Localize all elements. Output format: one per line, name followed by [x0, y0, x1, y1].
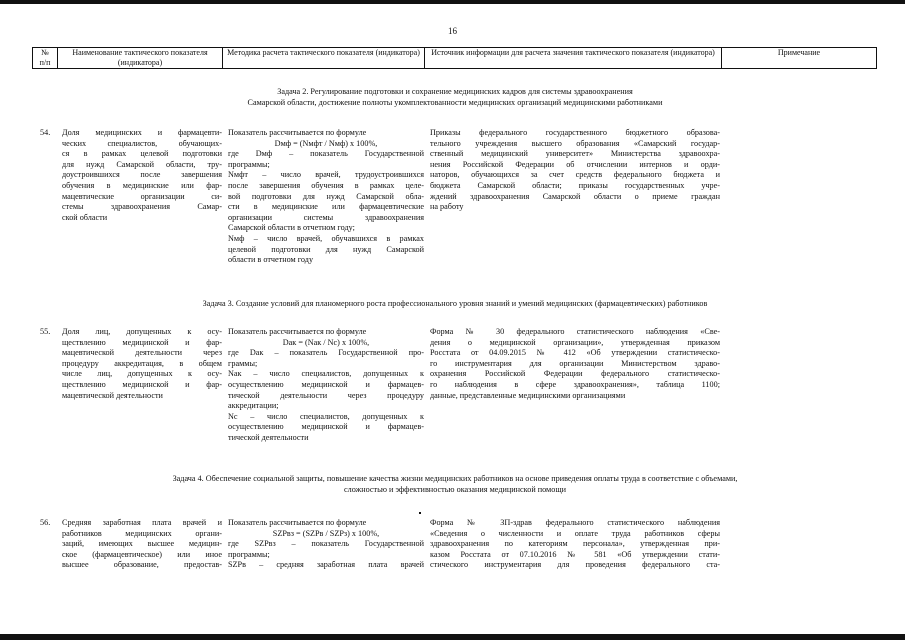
row-54-source: Приказы федерального государственного бюджетного образова- тельного учреждения высшего образования «Самарский государ- ственный медицинский университет» Министерства здравоохра- нения Российской Федерации об отчислении интернов и орди- наторов, обучающихся за счет средств федерального бюджета и бюджета Самарской области; приказы государственных учре- ждений здравоохранения Самарской области о приеме граждан на работу	[430, 128, 720, 212]
header-source: Источник информации для расчета значения тактического показателя (индикатора)	[425, 48, 722, 69]
row-54-method: Показатель рассчитывается по формуле Dмф = (Nмфт / Nмф) x 100%, где Dмф – показатель Государственной программы; Nмфт – число врачей, трудоустроившихся после завершения обучения в рамках целе- вой подготовки для нужд Самарской обла- сти в медицинские или фармацевтические организации системы здравоохранения Самарской области в отчетном году; Nмф – число врачей, обучавшихся в рамках целевой подготовки для нужд Самарской области в отчетном году	[228, 128, 424, 265]
task-2-heading: Задача 2. Регулирование подготовки и сохранение медицинских кадров для системы здравоохранения Самарской области, достижение полноты укомплектованности медицинских организаций медицинскими работниками	[247, 87, 663, 107]
header-note: Примечание	[722, 48, 877, 69]
row-55-number: 55.	[40, 327, 51, 336]
stray-mark	[419, 512, 421, 514]
header-num: № п/п	[33, 48, 58, 69]
formula: Dмф = (Nмфт / Nмф) x 100%,	[274, 138, 378, 148]
row-56-method: Показатель рассчитывается по формуле SZPвз = (SZPв / SZPз) x 100%, где SZPвз – показатель Государственной программы; SZPв – средняя заработная плата врачей	[228, 518, 424, 570]
row-56-number: 56.	[40, 518, 51, 527]
row-54-number: 54.	[40, 128, 51, 137]
page-number: 16	[448, 26, 457, 36]
row-55-source: Форма № 30 федерального статистического наблюдения «Све- дения о медицинской организации», утвержденная приказом Росстата от 04.09.2015 № 412 «Об утверждении статистическо- го инструментария для организации Министерством здраво- охранения Российской Федерации федерального статистическо- го наблюдения в сфере здравоохранения», таблица 1100; данные, представленные медицинскими организациями	[430, 327, 720, 400]
header-name: Наименование тактического показателя (индикатора)	[58, 48, 223, 69]
header-method: Методика расчета тактического показателя (индикатора)	[223, 48, 425, 69]
row-54-indicator: Доля медицинских и фармацевти- ческих специалистов, обучающих- ся в рамках целевой подготовки для нужд Самарской области, тру- доустроившихся после завершения обучения в медицинские или фар- мацевтические организации си- стемы здравоохранения Самар- ской области	[62, 128, 222, 222]
top-rule	[0, 0, 905, 4]
bottom-rule	[0, 634, 905, 640]
task-4-heading: Задача 4. Обеспечение социальной защиты, повышение качества жизни медицинских работников на основе приведения оплаты труда в соответствие с объемами, сложностью и эффективностью оказания медицинской помощи	[172, 474, 738, 494]
table-header	[32, 47, 877, 69]
row-56-indicator: Средняя заработная плата врачей и работников медицинских органи- заций, имеющих высшее медицин- ское (фармацевтическое) или иное высшее образование, предостав-	[62, 518, 222, 570]
row-55-method: Показатель рассчитывается по формуле Dак = (Nак / Nс) x 100%, где Dак – показатель Государственной про- граммы; Nак – число специалистов, допущенных к осуществлению медицинской и фармацев- тической деятельности через процедуру аккредитации; Nс – число специалистов, допущенных к осуществлению медицинской и фармацев- тической деятельности	[228, 327, 424, 442]
header-row	[33, 48, 877, 69]
row-56-source: Форма № ЗП-здрав федерального статистического наблюдения «Сведения о численности и оплате труда работников сферы здравоохранения по категориям персонала», утвержденная при- казом Росстата от 07.10.2016 № 581 «Об утверждении стати- стического инструментария для проведения федерального ста-	[430, 518, 720, 570]
row-55-indicator: Доля лиц, допущенных к осу- ществлению медицинской и фар- мацевтической деятельности через процедуру аккредитация, в общем числе лиц, допущенных к осу- ществлению медицинской и фар- мацевтической деятельности	[62, 327, 222, 400]
task-3-heading: Задача 3. Создание условий для планомерного роста профессионального уровня знаний и умений медицинских (фармацевтических) работников	[202, 299, 708, 308]
formula: SZPвз = (SZPв / SZPз) x 100%,	[272, 528, 380, 538]
formula: Dак = (Nак / Nс) x 100%,	[282, 337, 370, 347]
